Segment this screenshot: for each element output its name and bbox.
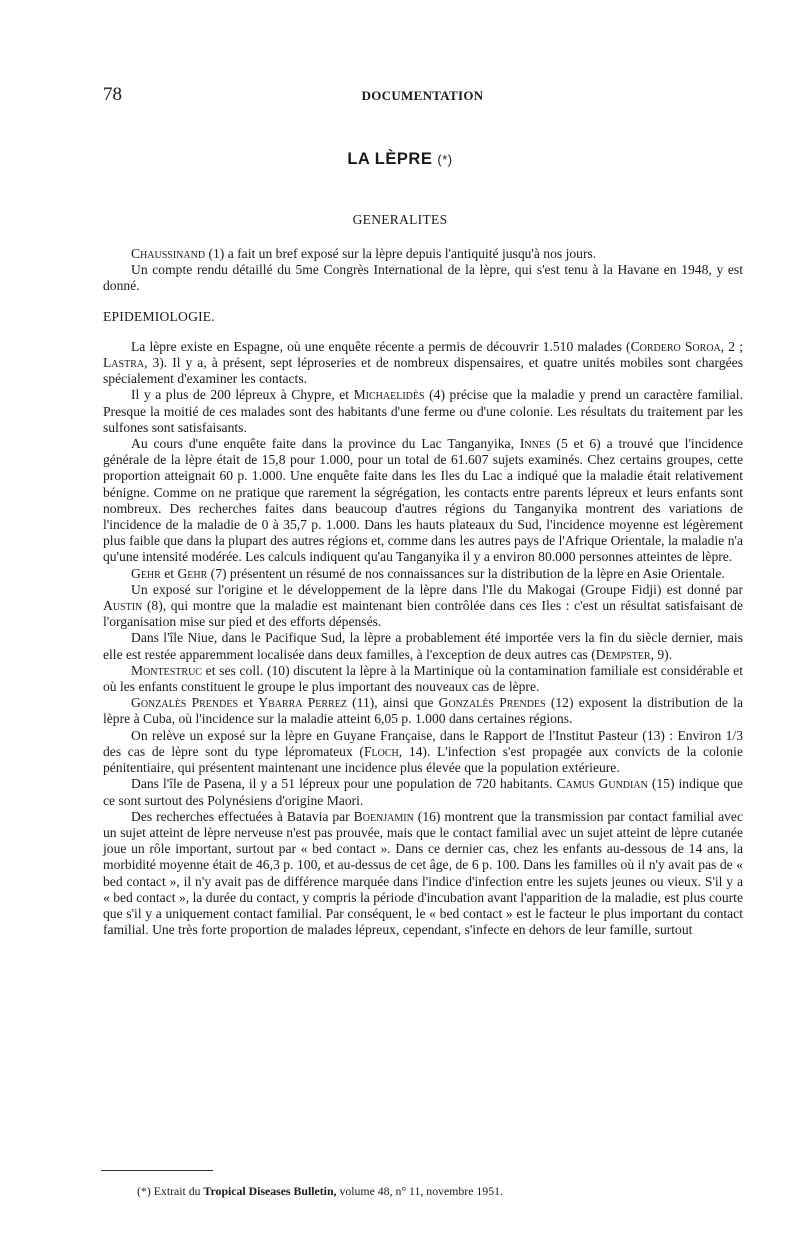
page-header [103,84,742,108]
author-name: Austin [103,598,143,614]
text-run: (12) exposent la distribution de la lèpre à Cuba, où l'incidence sur la maladie atteint 6,05 p. 1.000 dans certaines régions. [103,695,743,727]
footnote-rule [101,1170,213,1171]
author-name: Innes [519,436,551,452]
article-title-text: LA LÈPRE [347,150,433,168]
author-name: Lastra [103,355,145,371]
author-name: Chaussinand [131,246,206,261]
text-run: Au cours d'une enquête faite dans la province du Lac Tanganyika, [131,436,520,452]
subsection-heading: EPIDEMIOLOGIE. [103,308,215,324]
paragraph [103,262,743,294]
running-head: DOCUMENTATION [361,88,484,103]
paragraph [103,246,743,262]
epidemiology-paragraphs [103,339,743,939]
paragraph [103,630,743,662]
author-name: Boenjamin [353,808,414,824]
footnote-prefix: Extrait du [153,1184,201,1198]
text-run: On relève un exposé sur la lèpre en Guyane Française, dans le Rapport de l'Institut Pasteur (13) : Environ 1/3 des cas de lèpre sont du type lépromateux ( [103,727,743,759]
text-run: (4) précise que la maladie y prend un caractère familial. Presque la moitié de ces malades sont des habitants d'une ferme ou d'une colonie. Les résultats du traitement par les sulfones sont satisfaisants. [103,387,743,435]
article-title [0,150,800,169]
text-run: et [238,695,259,711]
paragraph [103,695,743,727]
paragraph [103,436,743,566]
text-run: Un compte rendu détaillé du 5me Congrès International de la lèpre, qui s'est tenu à la Havane en 1948, y est donné. [103,262,743,294]
text-run: Dans l'île Niue, dans le Pacifique Sud, la lèpre a probablement été importée vers la fin du siècle dernier, mais elle est restée apparemment localisée dans deux familles, à l'exception de deux autres cas ( [103,630,743,662]
text-run: (16) montrent que la transmission par contact familial avec un sujet atteint de lèpre nerveuse n'est pas prouvée, mais que le contact familial avec un sujet atteint de lèpre cutanée joue un rôle important, surtout par « bed contact ». Dans ce dernier cas, chez les enfants au-dessous de 14 ans, la morbidité moyenne était de 46,3 p. 100, et au-dessus de cet âge, de 6 p. 100. Dans les familles où il n'y avait pas de « bed contact », il n'y avait pas de différence marquée dans l'indice d'infection entre les sujets jeunes ou vieux. S'il y a « bed contact », la durée du contact, y compris la période d'incubation avant l'apparition de la maladie, est plus courte que s'il y a uniquement contact familial. Par conséquent, le « bed contact » est le facteur le plus important du contact familial. Une très forte proportion de malades lépreux, cependant, s'infecte en dehors de leur famille, surtout [103,808,743,938]
paragraph [103,663,743,695]
author-name: Dempster [595,646,651,662]
author-name: Camus Gundian [556,776,648,792]
text-run: , 3). Il y a, à présent, sept léproseries et de nombreux dispensaires, et quatre unités mobiles sont chargées spécialement d'examiner les contacts. [103,355,743,387]
footnote-marker: (*) [137,1184,151,1198]
paragraph [103,566,743,582]
footnote [137,1184,737,1199]
page-number: 78 [103,84,122,105]
paragraph [103,339,743,388]
text-run: (15) indique que ce sont surtout des Polynésiens d'origine Maori. [103,776,743,808]
paragraph [103,776,743,808]
title-footnote-marker: (*) [437,152,453,167]
author-name: Floch [363,743,399,759]
text-run: et ses coll. (10) discutent la lèpre à la Martinique où la contamination familiale est considérable et où les enfants constituent le groupe le plus important des nouveaux cas de lèpre. [103,662,743,695]
text-run: Un exposé sur l'origine et le développement de la lèpre dans l'Ile du Makogai (Groupe Fidji) est donné par [131,581,743,597]
paragraph [103,809,743,939]
text-run: (1) a fait un bref exposé sur la lèpre depuis l'antiquité jusqu'à nos jours. [205,246,597,261]
author-name: Montestruc [131,662,202,678]
author-name: Ybarra Perrez [258,695,347,711]
text-run: (7) présentent un résumé de nos connaissances sur la distribution de la lèpre en Asie Orientale. [207,565,725,581]
author-name: Cordero Soroa [630,338,721,354]
text-run: (8), qui montre que la maladie est maintenant bien contrôlée dans ces Iles : c'est un résultat satisfaisant de l'organisation mise sur pied et des efforts dépensés. [103,598,743,630]
text-run: , 14). L'infection s'est propagée aux convicts de la colonie pénitentiaire, qui présentent maintenant une incidence plus élevée que la population extérieure. [103,743,743,776]
text-run: Dans l'île de Pasena, il y a 51 lépreux pour une population de 720 habitants. [131,776,557,792]
footnote-journal: Tropical Diseases Bulletin, [203,1184,337,1198]
text-run: Il y a plus de 200 lépreux à Chypre, et [131,387,354,403]
paragraph [103,728,743,777]
text-run: (5 et 6) a trouvé que l'incidence générale de la lèpre était de 15,8 pour 1.000, pour un total de 61.607 sujets examinés. Chez certains groupes, cette proportion atteignait 60 p. 1.000. Une enquête faite dans les Iles du Lac a indiqué que la maladie était relativement bénigne. Comme on ne pratique que rarement la ségrégation, les contacts entre parents lépreux et leurs enfants sont nombreux. Des recherches faites dans beaucoup d'autres régions du Tanganyika montrent des variations de l'incidence de la maladie de 0 à 35,7 p. 1.000. Dans les hauts plateaux du Sud, l'incidence moyenne est légèrement plus faible que dans la plupart des autres régions et, comme dans les autres pays de l'Afrique Orientale, la maladie n'a qu'une intensité modérée. Les calculs indiquent qu'au Tanganyika il y a environ 80.000 personnes atteintes de lèpre. [103,436,743,565]
author-name: Gonzalès Prendes [131,695,239,711]
text-run: (11), ainsi que [346,695,439,711]
author-name: Gehr [177,565,208,581]
text-run: , 2 ; [720,338,743,354]
paragraph [103,582,743,631]
author-name: Gehr [131,565,161,581]
footnote-rest: volume 48, n° 11, novembre 1951. [339,1184,503,1198]
text-run: , 9). [650,646,673,662]
author-name: Michaelidès [353,387,425,403]
text-run: La lèpre existe en Espagne, où une enquête récente a permis de découvrir 1.510 malades ( [131,338,631,354]
paragraph [103,387,743,436]
text-run: et [160,565,178,581]
section-heading: GENERALITES [352,212,448,227]
intro-paragraphs [103,246,743,295]
author-name: Gonzalès Prendes [438,695,546,711]
article-body [103,246,743,938]
text-run: Des recherches effectuées à Batavia par [131,808,354,824]
